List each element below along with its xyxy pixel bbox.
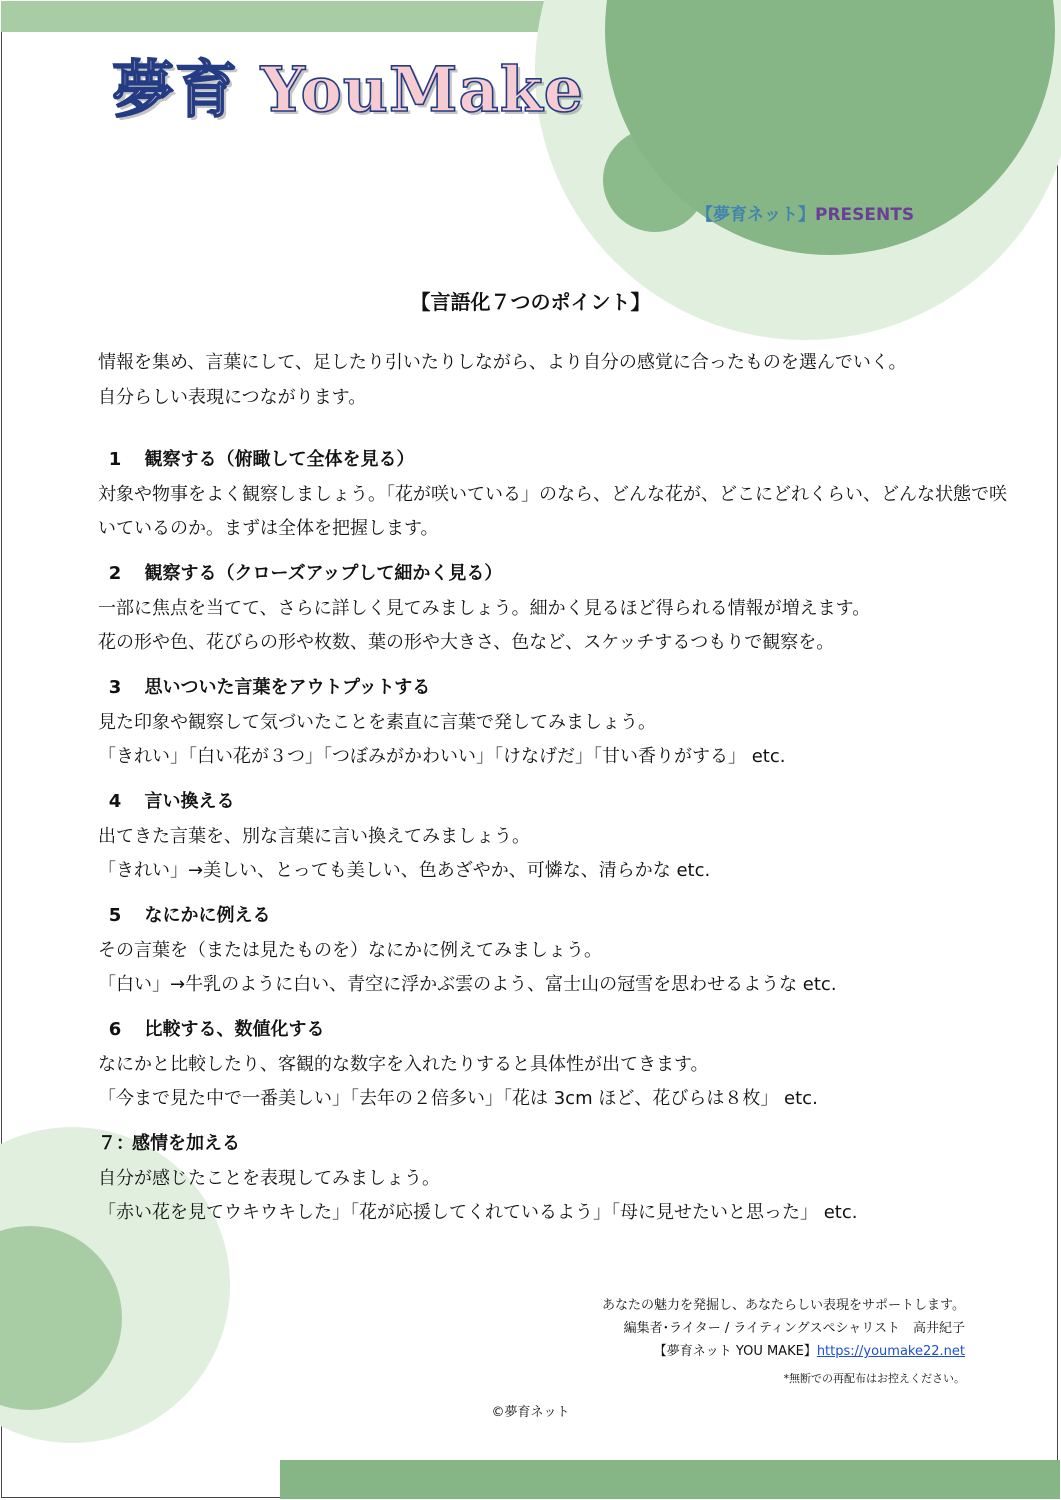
point-text: なにかと比較したり、客観的な数字を入れたりすると具体性が出てきます。: [98, 1054, 709, 1075]
point-text: 一部に焦点を当てて、さらに詳しく見てみましょう。細かく見るほど得られる情報が増えます。: [98, 598, 871, 619]
point-number: 1: [108, 449, 122, 470]
copyright: ©夢育ネット: [491, 1405, 570, 1420]
point-title: 観察する（俯瞰して全体を見る）: [144, 449, 415, 470]
point-3: [98, 670, 978, 774]
point-number: 4: [108, 791, 122, 812]
point-text: 出てきた言葉を、別な言葉に言い換えてみましょう。: [98, 826, 530, 847]
point-heading: [98, 670, 978, 706]
point-heading: [98, 442, 978, 478]
point-title: 思いついた言葉をアウトプットする: [144, 677, 431, 698]
bottom-band: [280, 1460, 1060, 1499]
point-title: 言い換える: [144, 791, 235, 812]
point-number: 2: [108, 563, 122, 584]
point-heading: [98, 556, 978, 592]
point-text: 「白い」→牛乳のように白い、青空に浮かぶ雲のよう、富士山の冠雪を思わせるような etc.: [98, 974, 837, 995]
point-text: 「きれい」「白い花が３つ」「つぼみがかわいい」「けなげだ」「甘い香りがする」 etc.: [98, 746, 786, 767]
footer-site: [602, 1340, 965, 1363]
footer-tagline: あなたの魅力を発掘し、あなたらしい表現をサポートします。: [602, 1298, 965, 1313]
point-heading: [98, 784, 978, 820]
intro-paragraph: [98, 345, 978, 415]
point-text: いているのか。まずは全体を把握します。: [98, 518, 439, 539]
point-heading: [98, 1126, 978, 1162]
brand-logo: 夢育 YouMake: [112, 53, 585, 126]
point-4: [98, 784, 978, 888]
point-title: 観察する（クローズアップして細かく見る）: [144, 563, 503, 584]
document-title: 【言語化７つのポイント】: [410, 290, 651, 314]
point-5: [98, 898, 978, 1002]
presents-text: PRESENTS: [815, 205, 915, 225]
point-number: ７：: [98, 1133, 134, 1154]
point-heading: [98, 898, 978, 934]
presents-brand: 【夢育ネット】: [696, 205, 815, 225]
presents-label: [696, 200, 914, 225]
top-right-small-circle: [603, 128, 707, 232]
point-7: [98, 1126, 978, 1230]
point-text: 「きれい」→美しい、とっても美しい、色あざやか、可憐な、清らかな etc.: [98, 860, 711, 881]
point-number: 6: [108, 1019, 122, 1040]
point-number: 5: [108, 905, 122, 926]
point-title: 比較する、数値化する: [144, 1019, 325, 1040]
point-text: 自分が感じたことを表現してみましょう。: [98, 1168, 440, 1189]
footer-editor: 編集者･ライター / ライティングスペシャリスト 高井紀子: [623, 1321, 965, 1336]
point-title: なにかに例える: [144, 905, 271, 926]
footer-site-label: 【夢育ネット YOU MAKE】: [653, 1344, 817, 1359]
point-2: [98, 556, 978, 660]
point-text: 花の形や色、花びらの形や枚数、葉の形や大きさ、色など、スケッチするつもりで観察を。: [98, 632, 835, 653]
point-text: 「今まで見た中で一番美しい」「去年の２倍多い」「花は 3cm ほど、花びらは８枚」 etc.: [98, 1088, 818, 1109]
point-title: 感情を加える: [132, 1133, 240, 1154]
point-text: 見た印象や観察して気づいたことを素直に言葉で発してみましょう。: [98, 712, 656, 733]
points-list: [98, 442, 1007, 1240]
point-6: [98, 1012, 978, 1116]
intro-line: 情報を集め、言葉にして、足したり引いたりしながら、より自分の感覚に合ったものを選んでいく。: [98, 352, 907, 373]
footer-note: *無断での再配布はお控えください。: [783, 1372, 965, 1385]
point-heading: [98, 1012, 978, 1048]
footer-credits: [602, 1294, 965, 1390]
point-text: 対象や物事をよく観察しましょう。「花が咲いている」のなら、どんな花が、どこにどれくらい、どんな状態で咲: [98, 484, 1007, 505]
intro-line: 自分らしい表現につながります。: [98, 387, 367, 408]
point-text: 「赤い花を見てウキウキした」「花が応援してくれているよう」「母に見せたいと思った」 etc.: [98, 1202, 858, 1223]
point-number: 3: [108, 677, 122, 698]
point-1: [98, 442, 1007, 546]
site-link[interactable]: https://youmake22.net: [816, 1344, 965, 1359]
point-text: その言葉を（または見たものを）なにかに例えてみましょう。: [98, 940, 602, 961]
